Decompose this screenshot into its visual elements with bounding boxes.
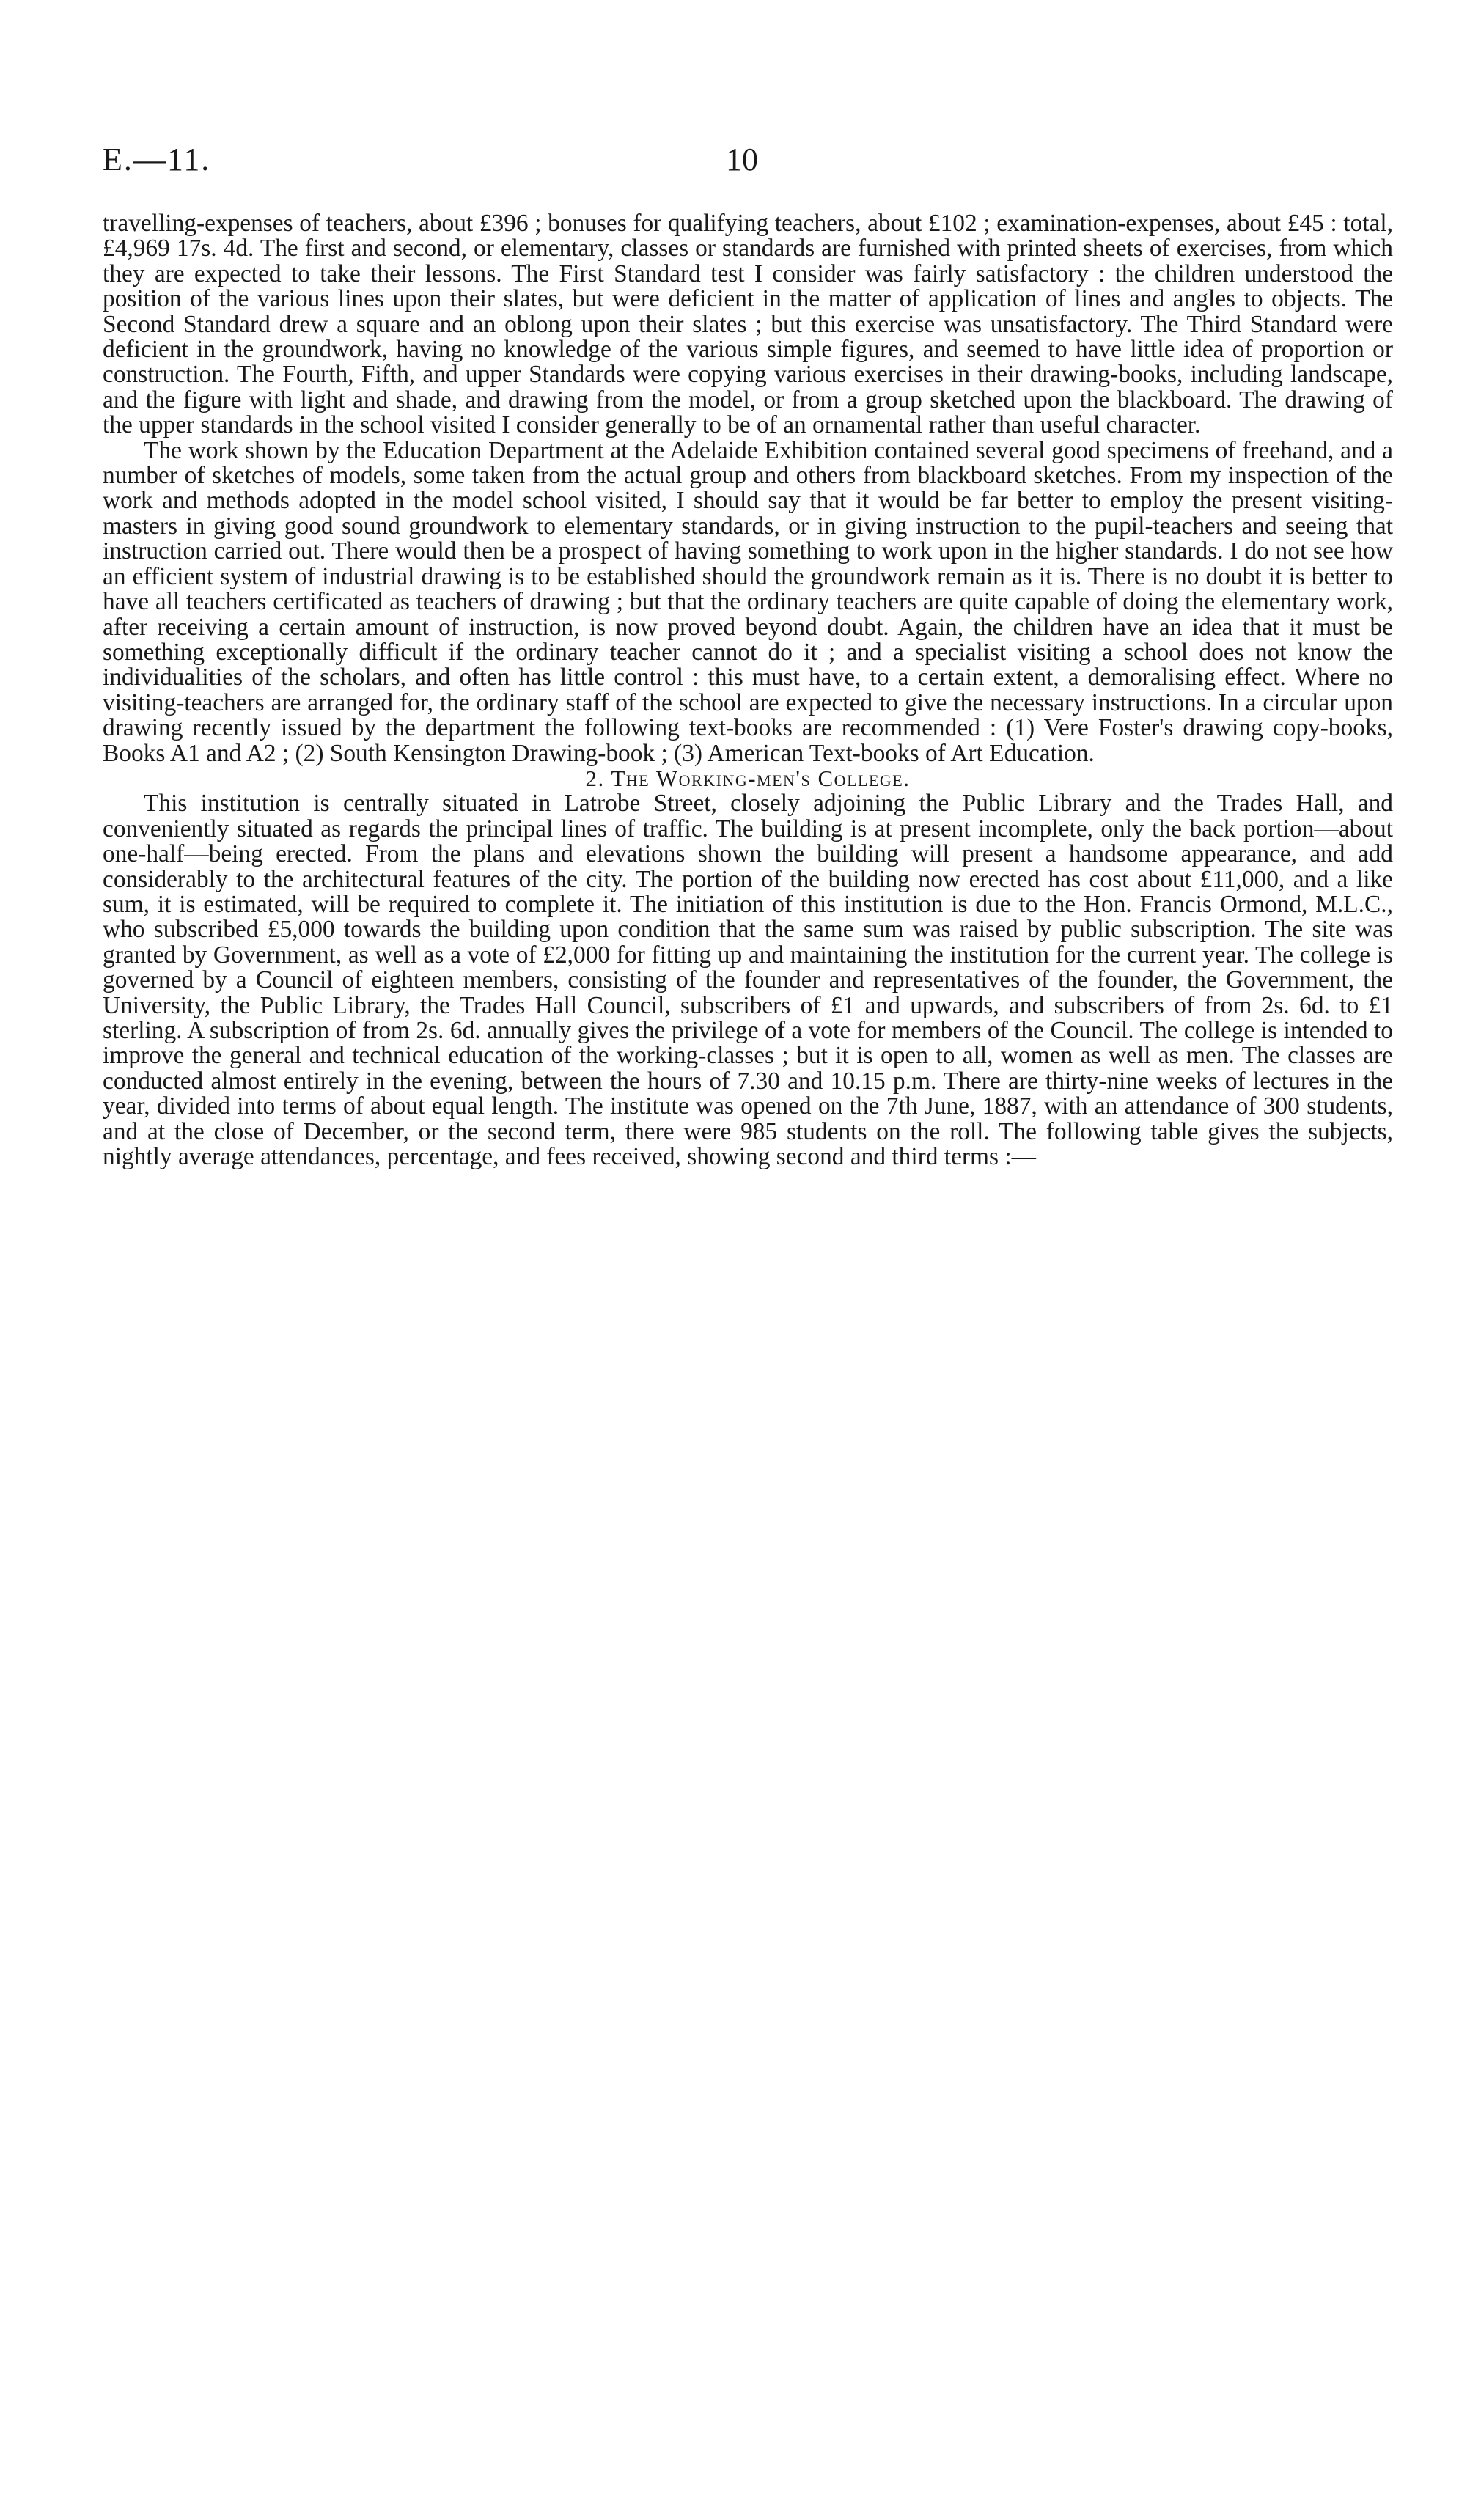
paragraph-drawing-exercises: travelling-expenses of teachers, about £396 ; bonuses for qualifying teachers, about £102 ; examination-expenses, about £45 : total, £4,969 17s. 4d. The first and second, or elementary, classes or standards are furnished with printed sheets of exercises, from which they are expected to take their lessons. The First Standard test I consider was fairly satisfactory : the children understood the position of the various lines upon their slates, but were deficient in the matter of application of lines and angles to objects. The Second Standard drew a square and an oblong upon their slates ; but this exercise was unsatisfactory. The Third Standard were deficient in the groundwork, having no knowledge of the various simple figures, and seemed to have little idea of proportion or construction. The Fourth, Fifth, and upper Standards were copying various exercises in their drawing-books, including landscape, and the figure with light and shade, and drawing from the model, or from a group sketched upon the blackboard. The drawing of the upper standards in the school visited I consider generally to be of an ornamental rather than useful character.	[103, 210, 1393, 439]
page-header	[103, 141, 1386, 185]
page-body	[103, 211, 1393, 1169]
document-reference: E.—11.	[103, 142, 211, 177]
paragraph-adelaide-exhibition: The work shown by the Education Department at the Adelaide Exhibition contained several good specimens of freehand, and a number of sketches of models, some taken from the actual group and others from blackboard sketches. From my inspection of the work and methods adopted in the model school visited, I should say that it would be far better to employ the present visiting-masters in giving good sound groundwork to elementary standards, or in giving instruction to the pupil-teachers and seeing that instruction carried out. There would then be a prospect of having something to work upon in the higher standards. I do not see how an efficient system of industrial drawing is to be established should the groundwork remain as it is. There is no doubt it is better to have all teachers certificated as teachers of drawing ; but that the ordinary teachers are quite capable of doing the elementary work, after receiving a certain amount of instruction, is now proved beyond doubt. Again, the children have an idea that it must be something exceptionally difficult if the ordinary teacher cannot do it ; and a specialist visiting a school does not know the individualities of the scholars, and often has little control : this must have, to a certain extent, a demoralising effect. Where no visiting-teachers are arranged for, the ordinary staff of the school are expected to give the necessary instructions. In a circular upon drawing recently issued by the department the following text-books are recommended : (1) Vere Foster's drawing copy-books, Books A1 and A2 ; (2) South Kensington Drawing-book ; (3) American Text-books of Art Education.	[103, 436, 1393, 767]
page-number: 10	[726, 142, 758, 177]
paragraph-working-mens-college: This institution is centrally situated in Latrobe Street, closely adjoining the Public Library and the Trades Hall, and conveniently situated as regards the principal lines of traffic. The building is at present incomplete, only the back portion—about one-half—being erected. From the plans and elevations shown the building will present a handsome appearance, and add considerably to the architectural features of the city. The portion of the building now erected has cost about £11,000, and a like sum, it is estimated, will be required to complete it. The initiation of this institution is due to the Hon. Francis Ormond, M.L.C., who subscribed £5,000 towards the building upon condition that the same sum was raised by public subscription. The site was granted by Government, as well as a vote of £2,000 for fitting up and maintaining the institution for the current year. The college is governed by a Council of eighteen members, consisting of the founder and representatives of the founder, the Government, the University, the Public Library, the Trades Hall Council, subscribers of £1 and upwards, and subscribers of from 2s. 6d. to £1 sterling. A subscription of from 2s. 6d. annually gives the privilege of a vote for members of the Council. The college is intended to improve the general and technical education of the working-classes ; but it is open to all, women as well as men. The classes are conducted almost entirely in the evening, between the hours of 7.30 and 10.15 p.m. There are thirty-nine weeks of lectures in the year, divided into terms of about equal length. The institute was opened on the 7th June, 1887, with an attendance of 300 students, and at the close of December, or the second term, there were 985 students on the roll. The following table gives the subjects, nightly average attendances, percentage, and fees received, showing second and third terms :—	[103, 790, 1393, 1171]
section-heading-working-mens-college: 2. The Working-men's College.	[585, 765, 911, 791]
